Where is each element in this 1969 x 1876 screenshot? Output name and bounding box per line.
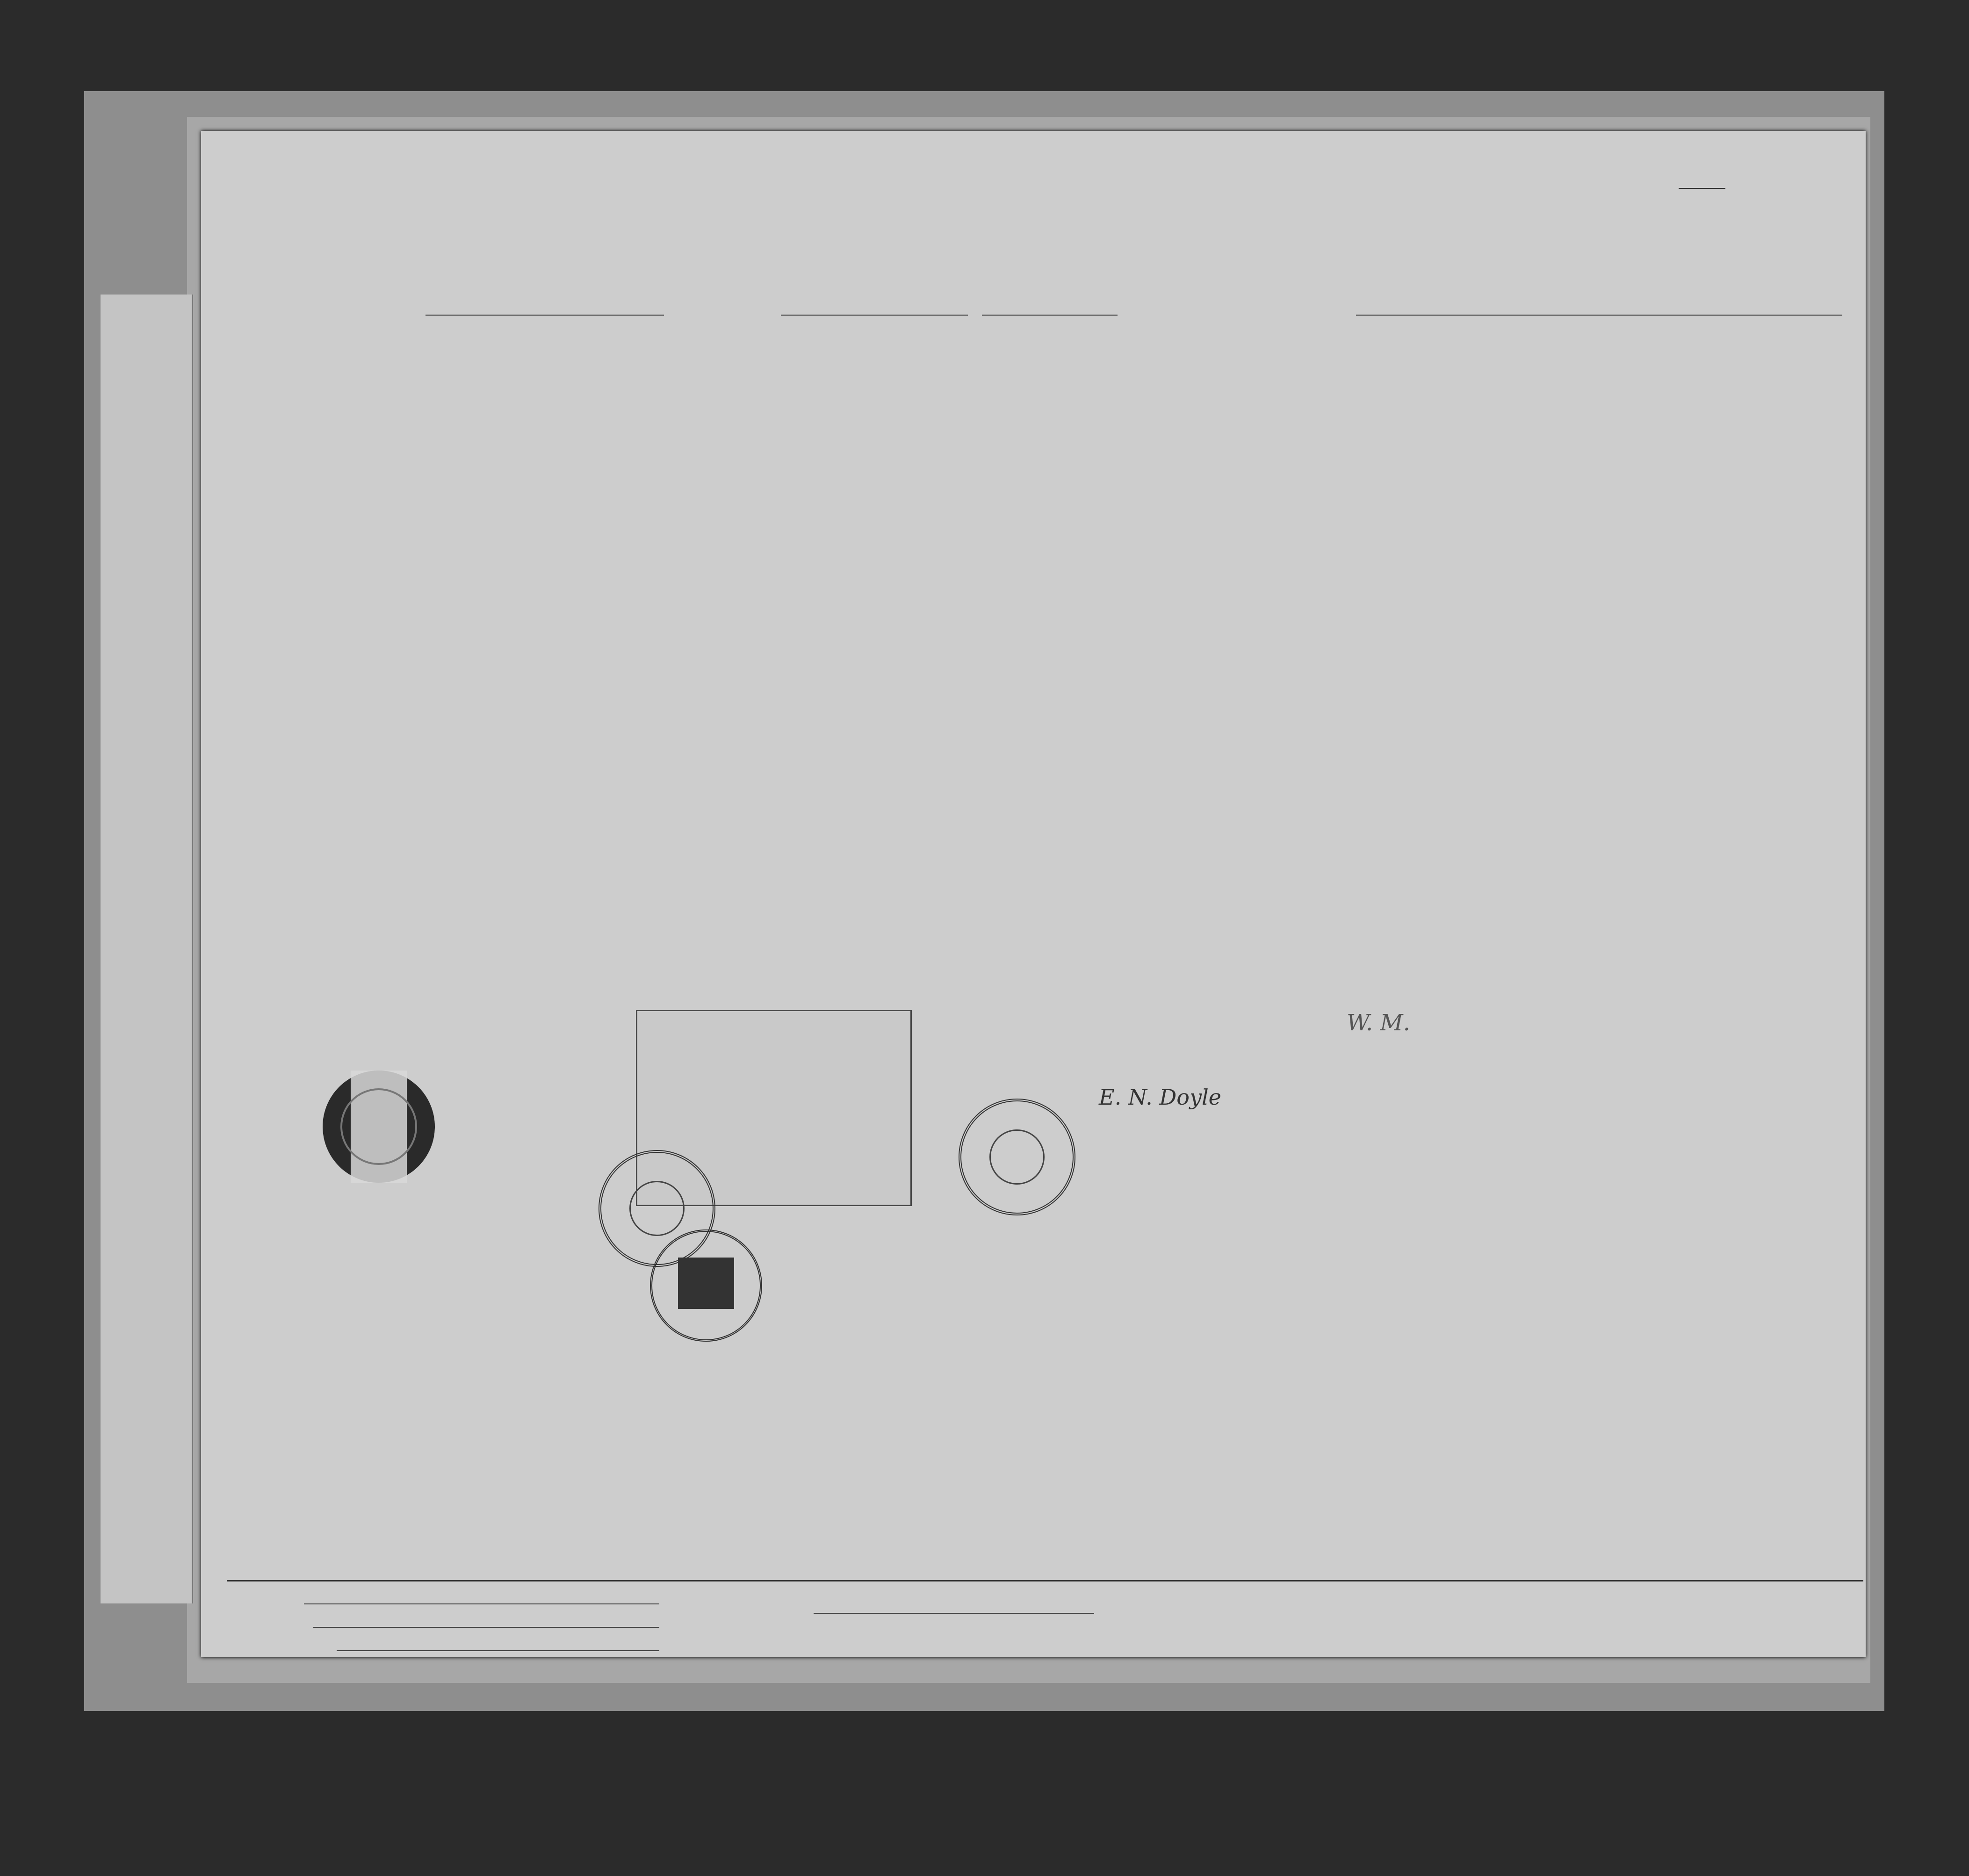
consulate-stamp-icon (959, 1099, 1075, 1215)
date-field (982, 292, 1118, 316)
manifest-sheet (201, 131, 1866, 1657)
cert-line-2 (1019, 1045, 1057, 1070)
fee-stamp-icon (650, 1229, 762, 1342)
sheet-no-value (1679, 188, 1725, 189)
cert-line-1 (1019, 1019, 1066, 1044)
notary-seal-icon (295, 1042, 463, 1211)
footer-rule (227, 1580, 1863, 1581)
cert-men (1019, 1045, 1057, 1070)
inspector-note: W. M. (1347, 1010, 1410, 1036)
underlying-sheet-strip (101, 295, 193, 1603)
arriving-field (781, 292, 968, 316)
cert-sheets (1019, 1019, 1066, 1044)
from-port-field (1356, 292, 1842, 316)
vice-consul-signature: E. N. Doyle (1099, 1085, 1221, 1110)
vessel-name-field (426, 292, 664, 316)
